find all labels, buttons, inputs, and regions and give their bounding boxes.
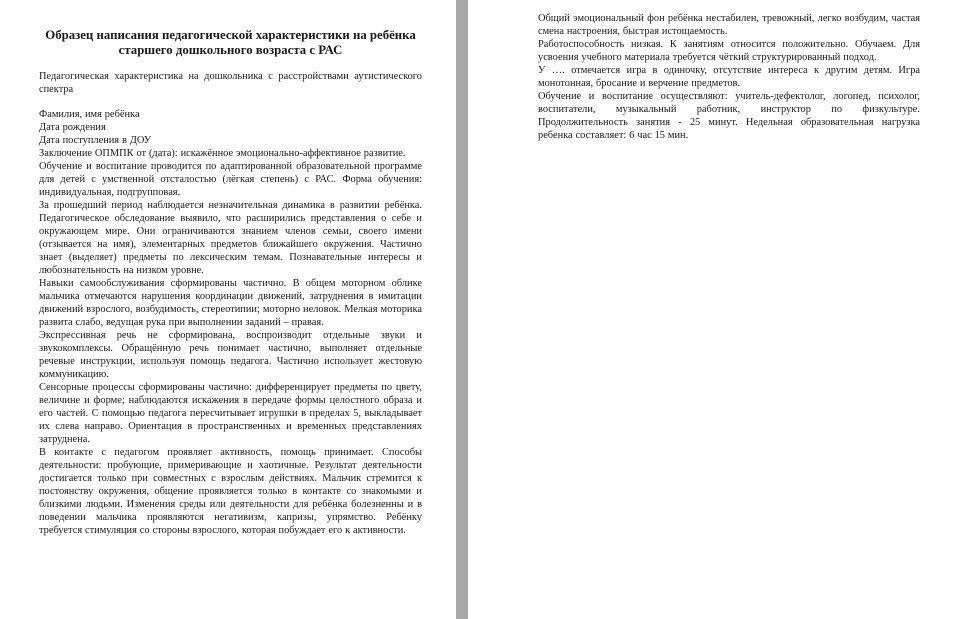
right-page	[468, 0, 953, 619]
page-gutter	[456, 0, 468, 619]
paragraph-self-care: Навыки самообслуживания сформированы частично. В общем моторном облике мальчика отмечаются нарушения координации движений, затруднения в имитации движений взрослого, возбудимость, стереотипии; моторно неловок. Мелкая моторика развита слабо, ведущая рука при выполнении заданий – правая.	[39, 278, 422, 328]
paragraph-contact: В контакте с педагогом проявляет активность, помощь принимает. Способы деятельности: пробующие, примеривающие и хаотичные. Результат деятельности достигается только при совместных с взрослым действиях. Мальчик стремится к постоянству окружения, общение проявляется только в контакте со знакомыми и близкими людьми. Изменения среды или деятельности для ребёнка болезненны и в поведении мальчика проявляются негативизм, капризы, упрямство. Ребёнку требуется стимуляция со стороны взрослого, которая побуждает его к активности.	[39, 447, 422, 536]
paragraph-emotional: Общий эмоциональный фон ребёнка нестабилен, тревожный, легко возбудим, частая смена настроения, быстрая истощаемость.	[538, 13, 920, 37]
paragraph-dynamics: За прошедший период наблюдается незначительная динамика в развитии ребёнка. Педагогическое обследование выявило, что расширились представления о себе и окружающем мире. Они ограничиваются знанием членов семьи, своего имени (отзывается на имя), элементарных предметов ближайшего окружения. Частично знает (выделяет) предметы по лексическим темам. Познавательные интересы и любознательность на низком уровне.	[39, 200, 422, 276]
document-title: Образец написания педагогической характеристики на ребёнка старшего дошкольного возраста с РАС	[45, 28, 416, 57]
paragraph-program: Обучение и воспитание проводится по адаптированной образовательной программе для детей с умственной отсталостью (лёгкая степень) с РАС. Форма обучения: индивидуальная, подгрупповая.	[39, 161, 422, 198]
document-subtitle: Педагогическая характеристика на дошкольника с расстройствами аутистического спектра	[39, 71, 422, 95]
left-column	[39, 28, 422, 537]
paragraph-speech: Экспрессивная речь не сформирована, воспроизводит отдельные звуки и звукокомплексы. Обращённую речь понимает частично, выполняет отдельные речевые инструкции, используя помощь педагога. Частично использует жестовую коммуникацию.	[39, 330, 422, 380]
paragraph-play: У …. отмечается игра в одиночку, отсутствие интереса к другим детям. Игра монотонная, бросание и верчение предметов.	[538, 65, 920, 89]
paragraph-sensory: Сенсорные процессы сформированы частично: дифференцирует предметы по цвету, величине и форме; наблюдаются искажения в передаче формы целостного образа и его частей. С помощью педагога пересчитывает игрушки в пределах 5, выкладывает их слева направо. Ориентация в пространственных и временных представлениях затруднена.	[39, 382, 422, 445]
paragraph-specialists: Обучение и воспитание осуществляют: учитель-дефектолог, логопед, психолог, воспитатели, музыкальный работник, инструктор по физкультуре. Продолжительность занятия - 25 минут. Недельная образовательная нагрузка ребенка составляет: 6 час 15 мин.	[538, 91, 920, 141]
field-admission-date: Дата поступления в ДОУ	[39, 135, 152, 146]
paragraph-work-capacity: Работоспособность низкая. К занятиям относится положительно. Обучаем. Для усвоения учебного материала требуется чёткий структурированный подход.	[538, 39, 920, 63]
spacer	[39, 96, 422, 108]
field-conclusion: Заключение ОПМПК от (дата): искажённое эмоционально-аффективное развитие.	[39, 148, 406, 159]
right-column	[538, 12, 920, 142]
field-child-name: Фамилия, имя ребёнка	[39, 109, 140, 120]
left-page	[0, 0, 456, 619]
field-birth-date: Дата рождения	[39, 122, 106, 133]
